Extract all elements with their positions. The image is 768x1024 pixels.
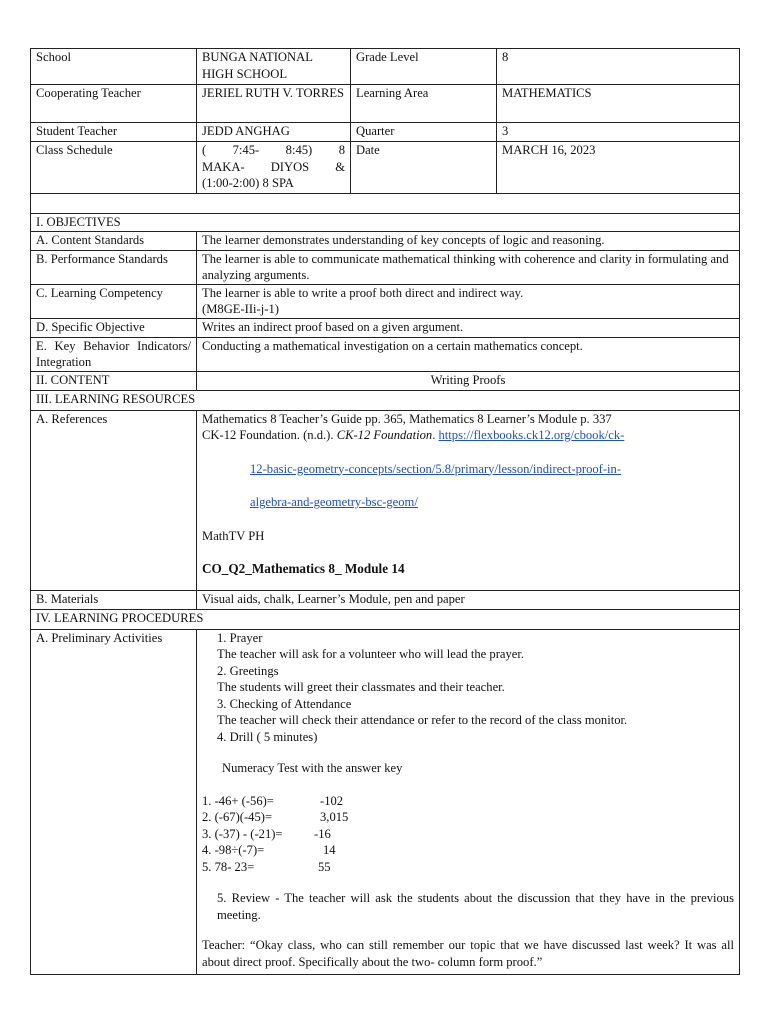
- ck12-link-part-3[interactable]: algebra-and-geometry-bsc-geom/: [250, 495, 418, 509]
- step-drill: 4. Drill ( 5 minutes): [217, 729, 318, 744]
- row-cooperating-teacher: [31, 85, 740, 123]
- drill-question: 2. (-67)(-45)=: [202, 810, 273, 824]
- row-learning-competency: [31, 284, 740, 318]
- drill-list: [202, 793, 734, 876]
- row-references: [31, 410, 740, 590]
- row-performance-standards: [31, 250, 740, 284]
- ck12-link-part-2[interactable]: 12-basic-geometry-concepts/section/5.8/primary/lesson/indirect-proof-in-: [250, 461, 622, 476]
- step-prayer-desc: The teacher will ask for a volunteer who will lead the prayer.: [217, 647, 525, 661]
- drill-item: [202, 826, 734, 843]
- row-content: [31, 371, 740, 390]
- drill-item: [202, 809, 734, 826]
- drill-question: 1. -46+ (-56)=: [202, 793, 274, 808]
- reference-ck12: [202, 427, 734, 444]
- step-attendance: 3. Checking of Attendance: [217, 696, 352, 711]
- content-standards-value: The learner demonstrates understanding of key concepts of logic and reasoning.: [197, 231, 740, 250]
- drill-answer: 55: [318, 859, 331, 874]
- performance-standards-value: The learner is able to communicate mathematical thinking with coherence and clarity in formulating and analyzing arguments.: [197, 250, 740, 284]
- schedule-value: [197, 142, 351, 194]
- row-preliminary-activities: [31, 629, 740, 974]
- step-review: 5. Review - The teacher will ask the students about the discussion that they have in the previous meeting.: [217, 891, 734, 922]
- ck12-title: CK-12 Foundation: [336, 428, 433, 442]
- school-value: BUNGA NATIONAL HIGH SCHOOL: [197, 49, 351, 85]
- student-label: Student Teacher: [31, 123, 197, 142]
- materials-value: Visual aids, chalk, Learner’s Module, pen and paper: [197, 590, 740, 609]
- school-label: School: [31, 49, 197, 85]
- ck12-link-line-2: [202, 461, 734, 478]
- preliminary-value: [197, 629, 740, 974]
- schedule-line-2: MAKA- DIYOS &: [202, 159, 345, 174]
- area-label: Learning Area: [351, 85, 497, 123]
- row-key-behavior: [31, 337, 740, 371]
- references-value: [197, 410, 740, 590]
- specific-objective-value: Writes an indirect proof based on a given argument.: [197, 318, 740, 337]
- row-content-standards: [31, 231, 740, 250]
- lesson-plan-table: [30, 48, 740, 975]
- ck12-prefix: CK-12 Foundation. (n.d.).: [202, 428, 337, 442]
- content-value: Writing Proofs: [197, 371, 740, 390]
- row-class-schedule: [31, 142, 740, 194]
- row-specific-objective: [31, 318, 740, 337]
- numeracy-test-title: Numeracy Test with the answer key: [222, 761, 403, 775]
- drill-answer: 14: [323, 843, 336, 857]
- area-value: MATHEMATICS: [497, 85, 740, 123]
- resources-heading: III. LEARNING RESOURCES: [31, 390, 740, 410]
- row-resources-heading: [31, 390, 740, 410]
- key-behavior-value: Conducting a mathematical investigation on a certain mathematics concept.: [197, 337, 740, 371]
- coop-value: JERIEL RUTH V. TORRES: [197, 85, 351, 123]
- coop-label: Cooperating Teacher: [31, 85, 197, 123]
- row-spacer: [31, 194, 740, 214]
- row-objectives-heading: [31, 214, 740, 232]
- lesson-plan-page: [30, 48, 739, 975]
- reference-mathtv: MathTV PH: [202, 528, 265, 543]
- procedures-heading: IV. LEARNING PROCEDURES: [31, 609, 740, 629]
- row-student-teacher: [31, 123, 740, 142]
- grade-value: 8: [497, 49, 740, 85]
- step-greetings-desc: The students will greet their classmates and their teacher.: [217, 680, 505, 694]
- spacer-cell: [31, 194, 740, 214]
- date-label: Date: [351, 142, 497, 194]
- date-value: MARCH 16, 2023: [497, 142, 740, 194]
- ck12-link-line-3: [202, 494, 734, 511]
- competency-code: (M8GE-IIi-j-1): [202, 302, 279, 316]
- objectives-heading: I. OBJECTIVES: [31, 214, 740, 232]
- drill-question: 4. -98÷(-7)=: [202, 843, 265, 857]
- row-materials: [31, 590, 740, 609]
- competency-line-1: The learner is able to write a proof both direct and indirect way.: [202, 285, 524, 300]
- step-greetings: 2. Greetings: [217, 663, 279, 678]
- drill-answer: -102: [320, 793, 344, 808]
- quarter-value: 3: [497, 123, 740, 142]
- materials-label: B. Materials: [31, 590, 197, 609]
- specific-objective-label: D. Specific Objective: [31, 318, 197, 337]
- row-school: [31, 49, 740, 85]
- drill-question: 3. (-37) - (-21)=: [202, 826, 283, 841]
- step-attendance-desc: The teacher will check their attendance or refer to the record of the class monitor.: [217, 713, 628, 727]
- learning-competency-label: C. Learning Competency: [31, 284, 197, 318]
- drill-answer: 3,015: [320, 810, 349, 824]
- step-prayer: 1. Prayer: [217, 630, 263, 645]
- drill-item: [202, 793, 734, 810]
- reference-guide: Mathematics 8 Teacher’s Guide pp. 365, Mathematics 8 Learner’s Module p. 337: [202, 411, 612, 426]
- ck12-dot: .: [432, 428, 439, 442]
- learning-competency-value: [197, 284, 740, 318]
- preliminary-label: A. Preliminary Activities: [31, 629, 197, 974]
- ck12-link-part-1[interactable]: https://flexbooks.ck12.org/cbook/ck-: [438, 428, 625, 442]
- row-procedures-heading: [31, 609, 740, 629]
- quarter-label: Quarter: [351, 123, 497, 142]
- performance-standards-label: B. Performance Standards: [31, 250, 197, 284]
- schedule-label: Class Schedule: [31, 142, 197, 194]
- content-heading: II. CONTENT: [31, 371, 197, 390]
- content-standards-label: A. Content Standards: [31, 231, 197, 250]
- teacher-quote: Teacher: “Okay class, who can still remember our topic that we have discussed last week? It was all about direct proof. Specifically about the two- column form proof.”: [202, 938, 734, 969]
- grade-label: Grade Level: [351, 49, 497, 85]
- drill-item: [202, 842, 734, 859]
- schedule-line-1: ( 7:45- 8:45) 8: [202, 143, 345, 157]
- key-behavior-label: E. Key Behavior Indicators/ Integration: [31, 337, 197, 371]
- drill-answer: -16: [314, 826, 331, 841]
- drill-item: [202, 859, 734, 876]
- student-value: JEDD ANGHAG: [197, 123, 351, 142]
- schedule-line-3: (1:00-2:00) 8 SPA: [202, 176, 294, 190]
- references-label: A. References: [31, 410, 197, 590]
- reference-module: CO_Q2_Mathematics 8_ Module 14: [202, 561, 405, 576]
- drill-question: 5. 78- 23=: [202, 859, 255, 874]
